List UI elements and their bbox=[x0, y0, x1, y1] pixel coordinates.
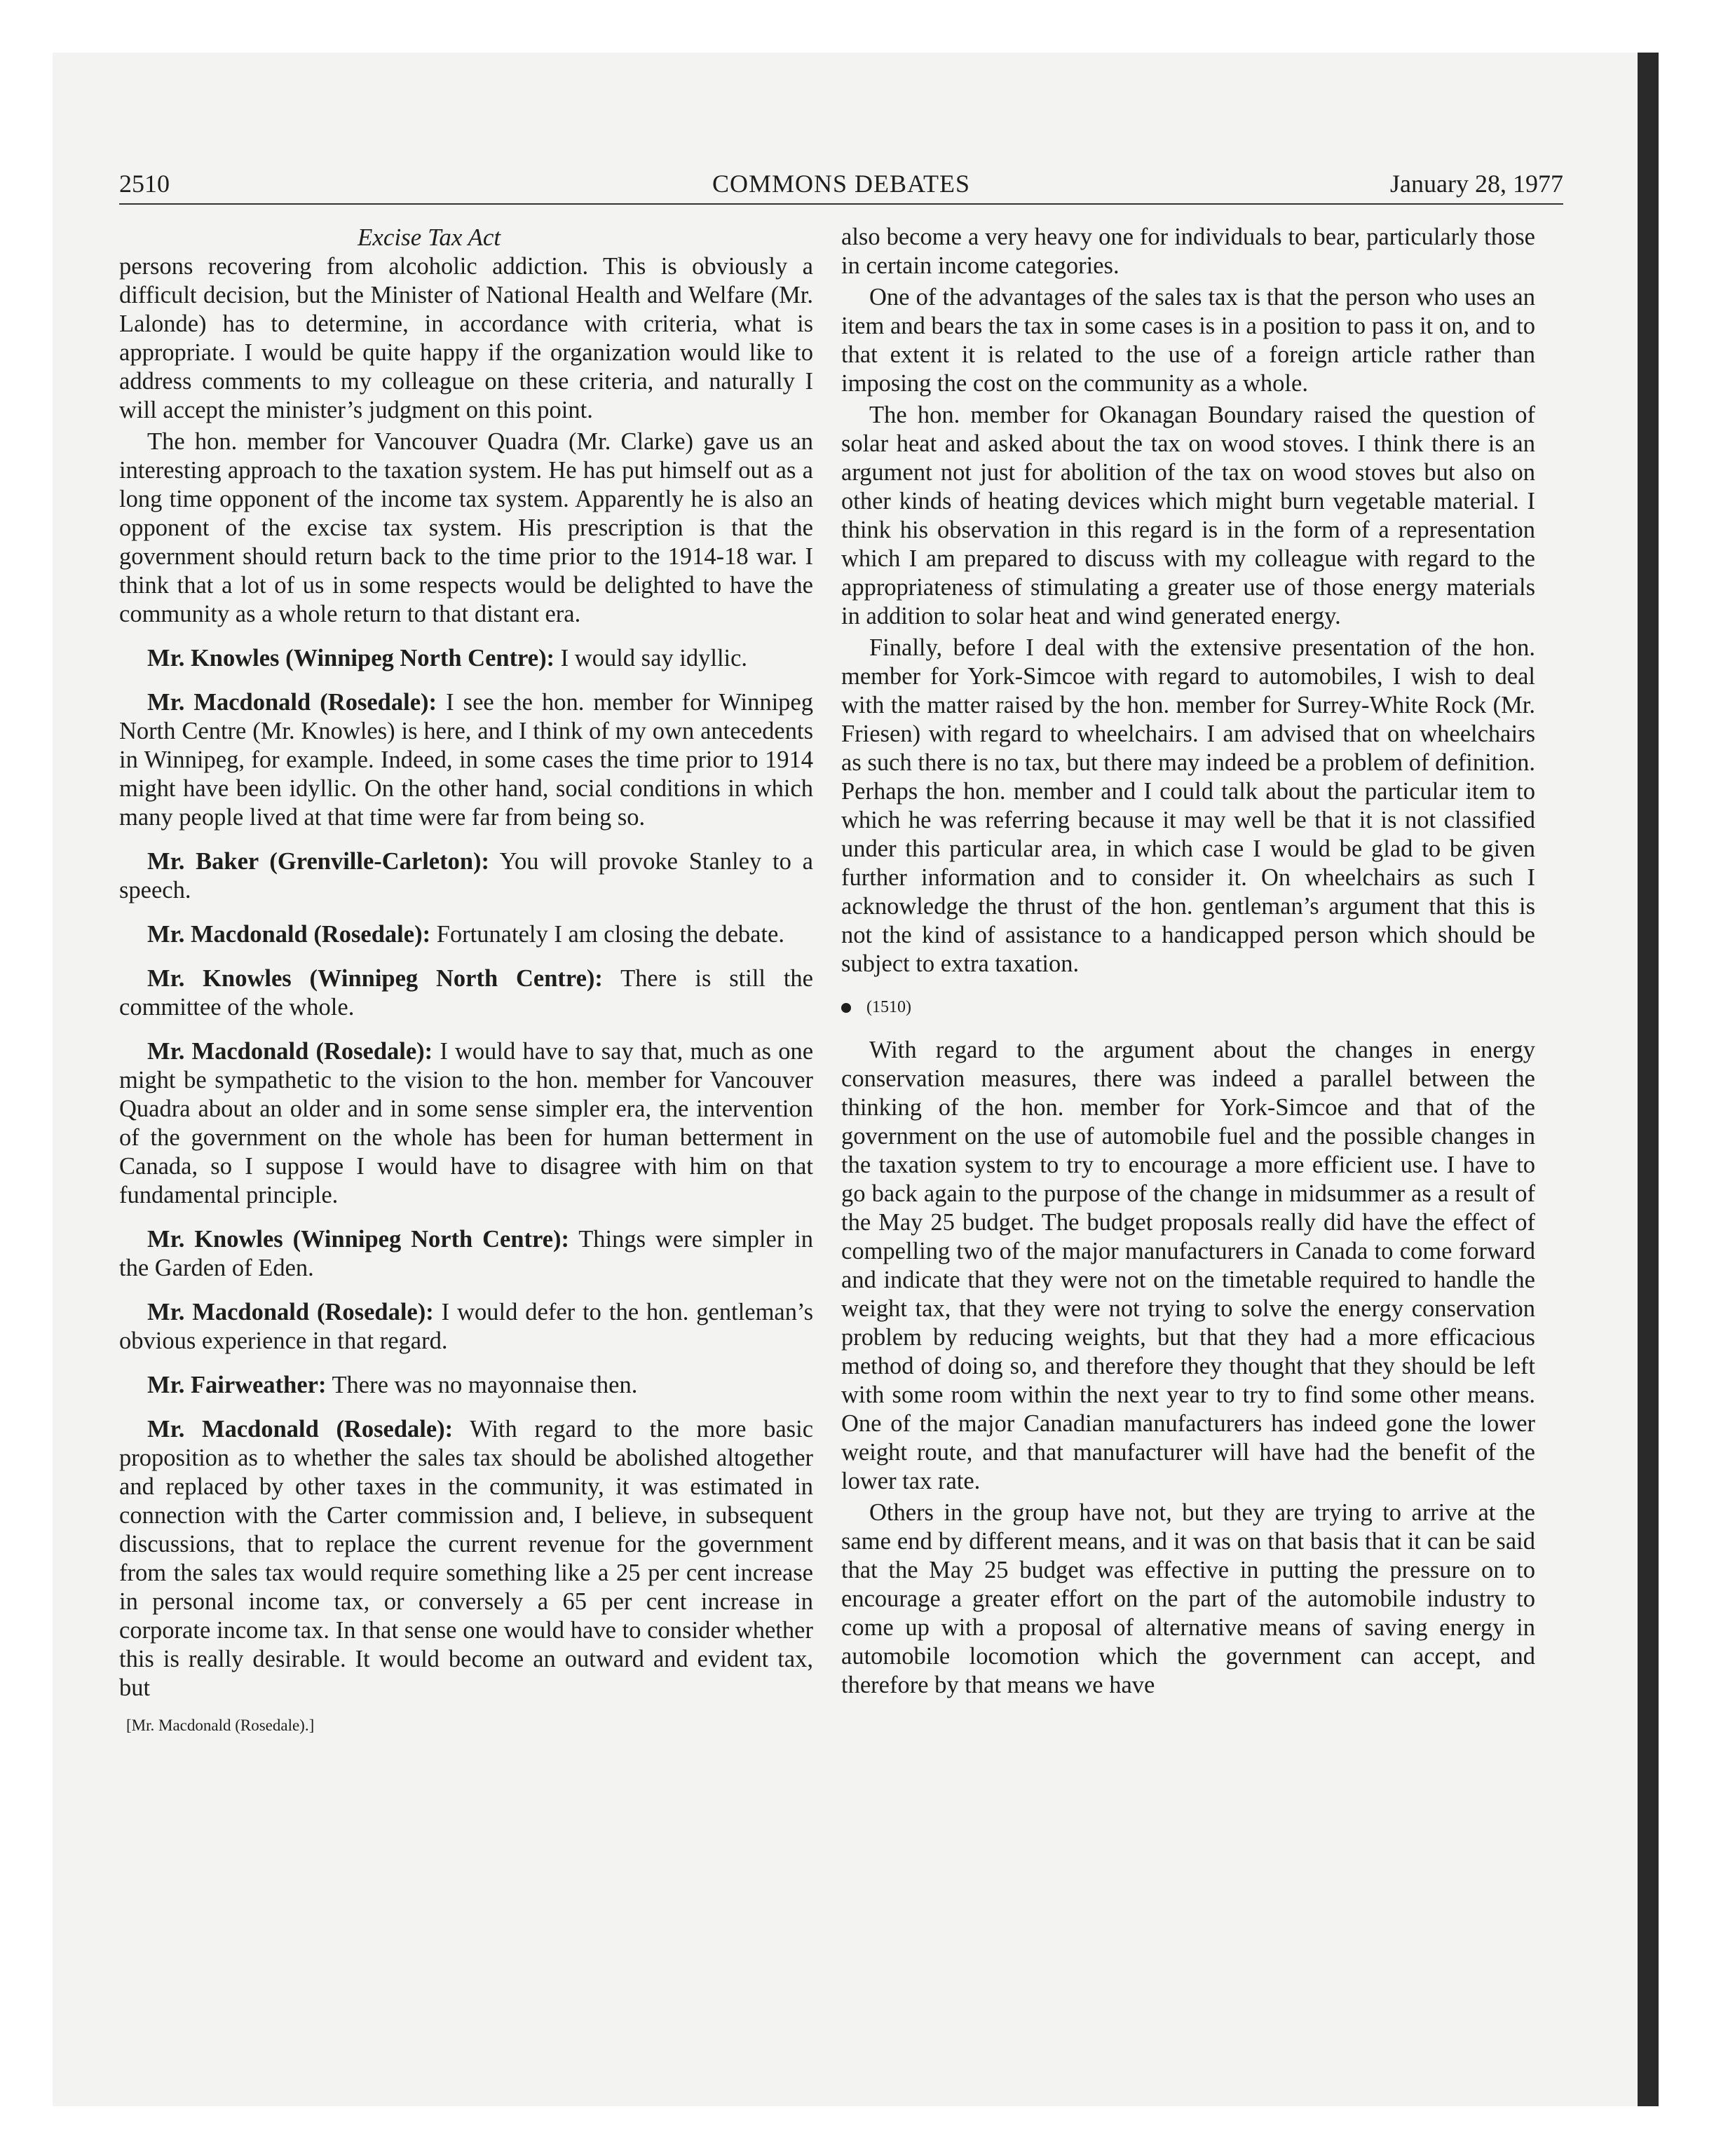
time-marker-text: (1510) bbox=[866, 998, 911, 1016]
speaker-name: Mr. Macdonald (Rosedale): bbox=[147, 1299, 434, 1325]
page-number: 2510 bbox=[119, 170, 170, 198]
speech bbox=[119, 1415, 813, 1703]
speech bbox=[119, 964, 813, 1022]
header-date: January 28, 1977 bbox=[1390, 170, 1563, 198]
speaker-name: Mr. Macdonald (Rosedale): bbox=[147, 1038, 433, 1065]
speech bbox=[119, 920, 813, 949]
speech-text: There was no mayonnaise then. bbox=[326, 1372, 638, 1398]
paragraph: The hon. member for Okanagan Boundary raised the question of solar heat and asked about the tax on wood stoves. I think there is an argument not just for abolition of the tax on wood stoves but also on other kinds of heating devices which might burn vegetable material. I think his observation in this regard is in the form of a representation which I am prepared to discuss with my colleague with regard to the appropriateness of stimulating a greater use of those energy materials in addition to solar heat and wind generated energy. bbox=[841, 402, 1535, 629]
speech bbox=[119, 1298, 813, 1356]
speech-text: There is still the committee of the whole. bbox=[119, 965, 813, 1021]
speech-text: I would have to say that, much as one might be sympathetic to the vision to the hon. member for Vancouver Quadra about an older and in some sense simpler era, the intervention of the government on the whole has been for human betterment in Canada, so I suppose I would have to disagree with him on that fundamental principle. bbox=[119, 1038, 814, 1208]
speaker-name: Mr. Baker (Grenville-Carleton): bbox=[147, 848, 490, 875]
paragraph: With regard to the argument about the changes in energy conservation measures, there was indeed a parallel between the thinking of the hon. member for York-Simcoe and that of the government on the use of automobile fuel and the possible changes in the taxation system to try to encourage a more efficient use. I have to go back again to the purpose of the change in midsummer as a result of the May 25 budget. The budget proposals really did have the effect of compelling two of the major manufacturers in Canada to come forward and indicate that they were not on the timetable required to handle the weight tax, that they were not trying to solve the energy conservation problem by reducing weights, but that they had a more efficacious method of doing so, and therefore they thought that they should be left with some room within the next year to try to find some other means. One of the major Canadian manufacturers has indeed gone the lower weight route, and that manufacturer will have had the benefit of the lower tax rate. bbox=[841, 1037, 1535, 1494]
header-rule bbox=[119, 203, 1563, 205]
page-header bbox=[119, 168, 1563, 202]
speaker-name: Mr. Knowles (Winnipeg North Centre): bbox=[147, 645, 555, 671]
paragraph: Others in the group have not, but they are trying to arrive at the same end by different means, and it was on that basis that it can be said that the May 25 budget was effective in putting the pressure on to encourage a greater effort on the part of the automobile industry to come up with a proposal of alternative means of saving energy in automobile locomotion which the government can accept, and therefore by that means we have bbox=[841, 1499, 1535, 1698]
speech bbox=[119, 1037, 813, 1210]
speech-text: I see the hon. member for Winnipeg North Centre (Mr. Knowles) is here, and I think of my own antecedents in Winnipeg, for example. Indeed, in some cases the time prior to 1914 might have been idyllic. On the other hand, social conditions in which many people lived at that time were far from being so. bbox=[119, 689, 813, 831]
speaker-name: Mr. Macdonald (Rosedale): bbox=[147, 1416, 454, 1442]
speech-text: With regard to the more basic proposition as to whether the sales tax should be abolished altogether and replaced by other taxes in the community, it was estimated in connection with the Carter commission and, I believe, in subsequent discussions, that to replace the current revenue for the government from the sales tax would require something like a 25 per cent increase in personal income tax, or conversely a 65 per cent increase in corporate income tax. In that sense one would have to consider whether this is really desirable. It would become an outward and evident tax, but bbox=[119, 1416, 814, 1701]
speech bbox=[119, 1371, 813, 1400]
paragraph: persons recovering from alcoholic addiction. This is obviously a difficult decision, but the Minister of National Health and Welfare (Mr. Lalonde) has to determine, in accordance with criteria, what is appropriate. I would be quite happy if the organization would like to address comments to my colleague on these criteria, and naturally I will accept the minister’s judgment on this point. bbox=[119, 253, 813, 423]
bullet-icon bbox=[841, 1003, 851, 1013]
paragraph: Finally, before I deal with the extensive presentation of the hon. member for York-Simcoe with regard to automobiles, I wish to deal with the matter raised by the hon. member for Surrey-White Rock (Mr. Friesen) with regard to wheelchairs. I am advised that on wheelchairs as such there is no tax, but there may indeed be a problem of definition. Perhaps the hon. member and I could talk about the particular item to which he was referring because it may well be that it is not classified under this particular area, in which case I would be glad to be given further information and to consider it. On wheelchairs as such I acknowledge the thrust of the hon. gentleman’s argument that this is not the kind of assistance to a handicapped person which should be subject to extra taxation. bbox=[841, 634, 1535, 977]
speaker-name: Mr. Fairweather: bbox=[147, 1372, 327, 1398]
speech bbox=[119, 644, 813, 673]
speech bbox=[119, 688, 813, 832]
section-title: Excise Tax Act bbox=[358, 224, 501, 251]
speech bbox=[119, 847, 813, 905]
paragraph: also become a very heavy one for individuals to bear, particularly those in certain income categories. bbox=[841, 224, 1535, 279]
speech-text: I would say idyllic. bbox=[554, 645, 748, 671]
paragraph: The hon. member for Vancouver Quadra (Mr. Clarke) gave us an interesting approach to the taxation system. He has put himself out as a long time opponent of the income tax system. Apparently he is also an opponent of the excise tax system. His prescription is that the government should return back to the time prior to the 1914-18 war. I think that a lot of us in some respects would be delighted to have the community as a whole return to that distant era. bbox=[119, 428, 813, 627]
speaker-name: Mr. Macdonald (Rosedale): bbox=[147, 689, 437, 716]
speech-text: Things were simpler in the Garden of Eden. bbox=[119, 1226, 814, 1281]
scan-edge-shadow bbox=[1638, 53, 1659, 2106]
speech-text: I would defer to the hon. gentleman’s obvious experience in that regard. bbox=[119, 1299, 814, 1354]
speech bbox=[119, 1225, 813, 1283]
right-column bbox=[841, 223, 1535, 1703]
speaker-name: Mr. Knowles (Winnipeg North Centre): bbox=[147, 965, 603, 992]
running-title: COMMONS DEBATES bbox=[712, 170, 971, 198]
speaker-footnote: [Mr. Macdonald (Rosedale).] bbox=[126, 1717, 315, 1734]
paragraph: One of the advantages of the sales tax is that the person who uses an item and bears the tax in some cases is in a position to pass it on, and to that extent it is related to the use of a foreign article rather than imposing the cost on the community as a whole. bbox=[841, 284, 1535, 397]
speech-text: You will provoke Stanley to a speech. bbox=[119, 848, 813, 903]
speaker-name: Mr. Knowles (Winnipeg North Centre): bbox=[147, 1226, 569, 1253]
speech-text: Fortunately I am closing the debate. bbox=[430, 921, 784, 948]
left-column bbox=[119, 223, 813, 1736]
time-marker bbox=[841, 997, 1535, 1018]
speaker-name: Mr. Macdonald (Rosedale): bbox=[147, 921, 431, 948]
